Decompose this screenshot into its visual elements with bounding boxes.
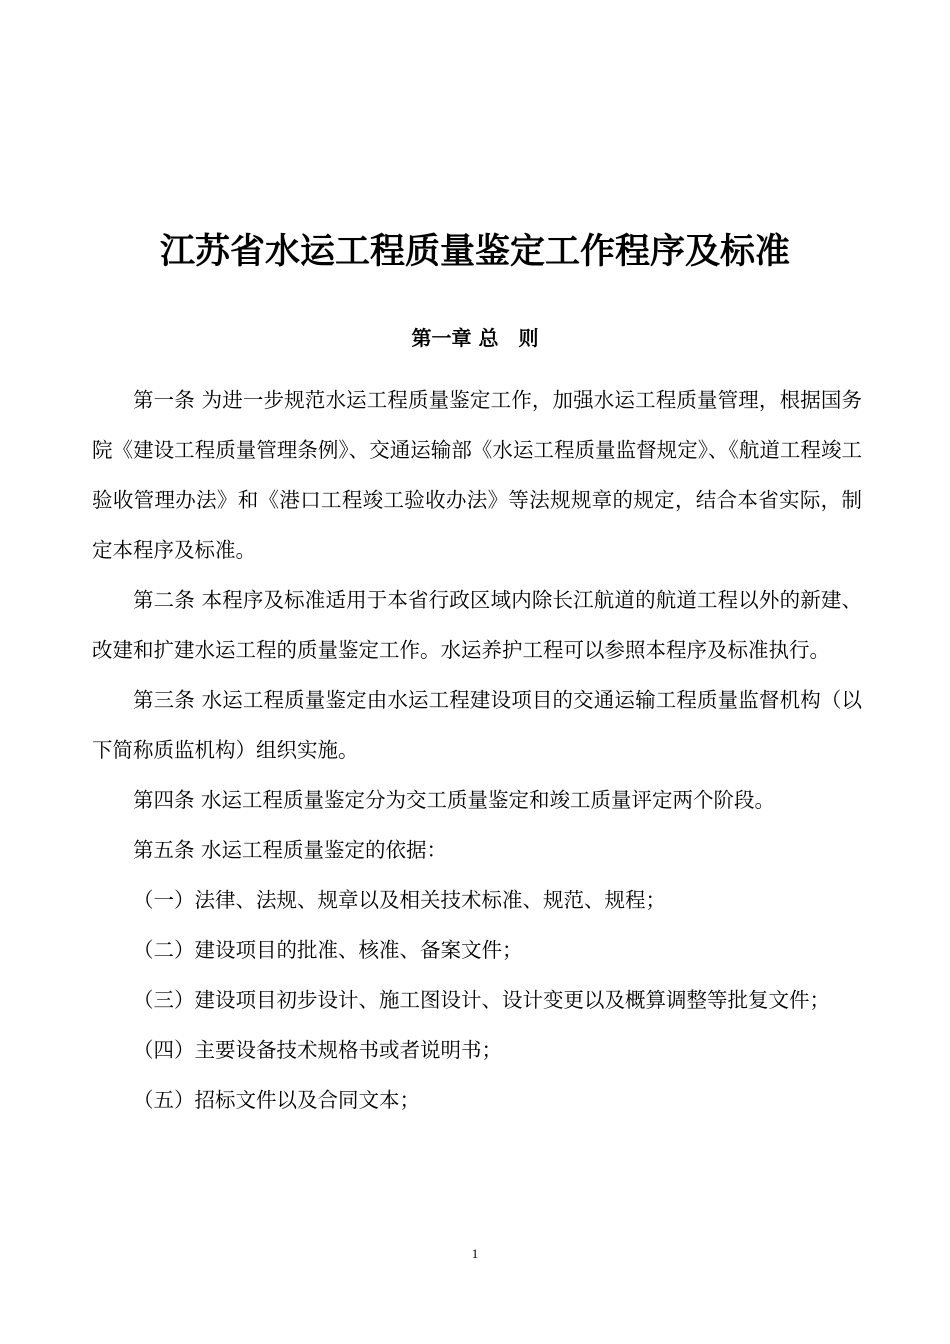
article-2-paragraph: 第二条 本程序及标准适用于本省行政区域内除长江航道的航道工程以外的新建、改建和扩建水运工程的质量鉴定工作。水运养护工程可以参照本程序及标准执行。 [92, 588, 862, 662]
list-item-3: （三）建设项目初步设计、施工图设计、设计变更以及概算调整等批复文件； [133, 988, 830, 1012]
page-number: 1 [471, 1246, 479, 1261]
article-3-paragraph: 第三条 水运工程质量鉴定由水运工程建设项目的交通运输工程质量监督机构（以下简称质监机构）组织实施。 [92, 688, 862, 762]
article-5-paragraph: 第五条 水运工程质量鉴定的依据： [133, 838, 448, 862]
list-item-2: （二）建设项目的批准、核准、备案文件； [133, 938, 523, 962]
document-title: 江苏省水运工程质量鉴定工作程序及标准 [159, 232, 790, 272]
document-body [92, 375, 862, 1125]
list-item-1: （一）法律、法规、规章以及相关技术标准、规范、规程； [133, 888, 666, 912]
list-item-5: （五）招标文件以及合同文本； [133, 1088, 420, 1112]
list-item-4: （四）主要设备技术规格书或者说明书； [133, 1038, 502, 1062]
chapter-heading: 第一章 总 则 [411, 326, 539, 350]
article-4-paragraph: 第四条 水运工程质量鉴定分为交工质量鉴定和竣工质量评定两个阶段。 [133, 788, 776, 812]
article-1-paragraph: 第一条 为进一步规范水运工程质量鉴定工作，加强水运工程质量管理，根据国务院《建设工程质量管理条例》、交通运输部《水运工程质量监督规定》、《航道工程竣工验收管理办法》和《港口工程竣工验收办法》等法规规章的规定，结合本省实际，制定本程序及标准。 [92, 388, 862, 562]
